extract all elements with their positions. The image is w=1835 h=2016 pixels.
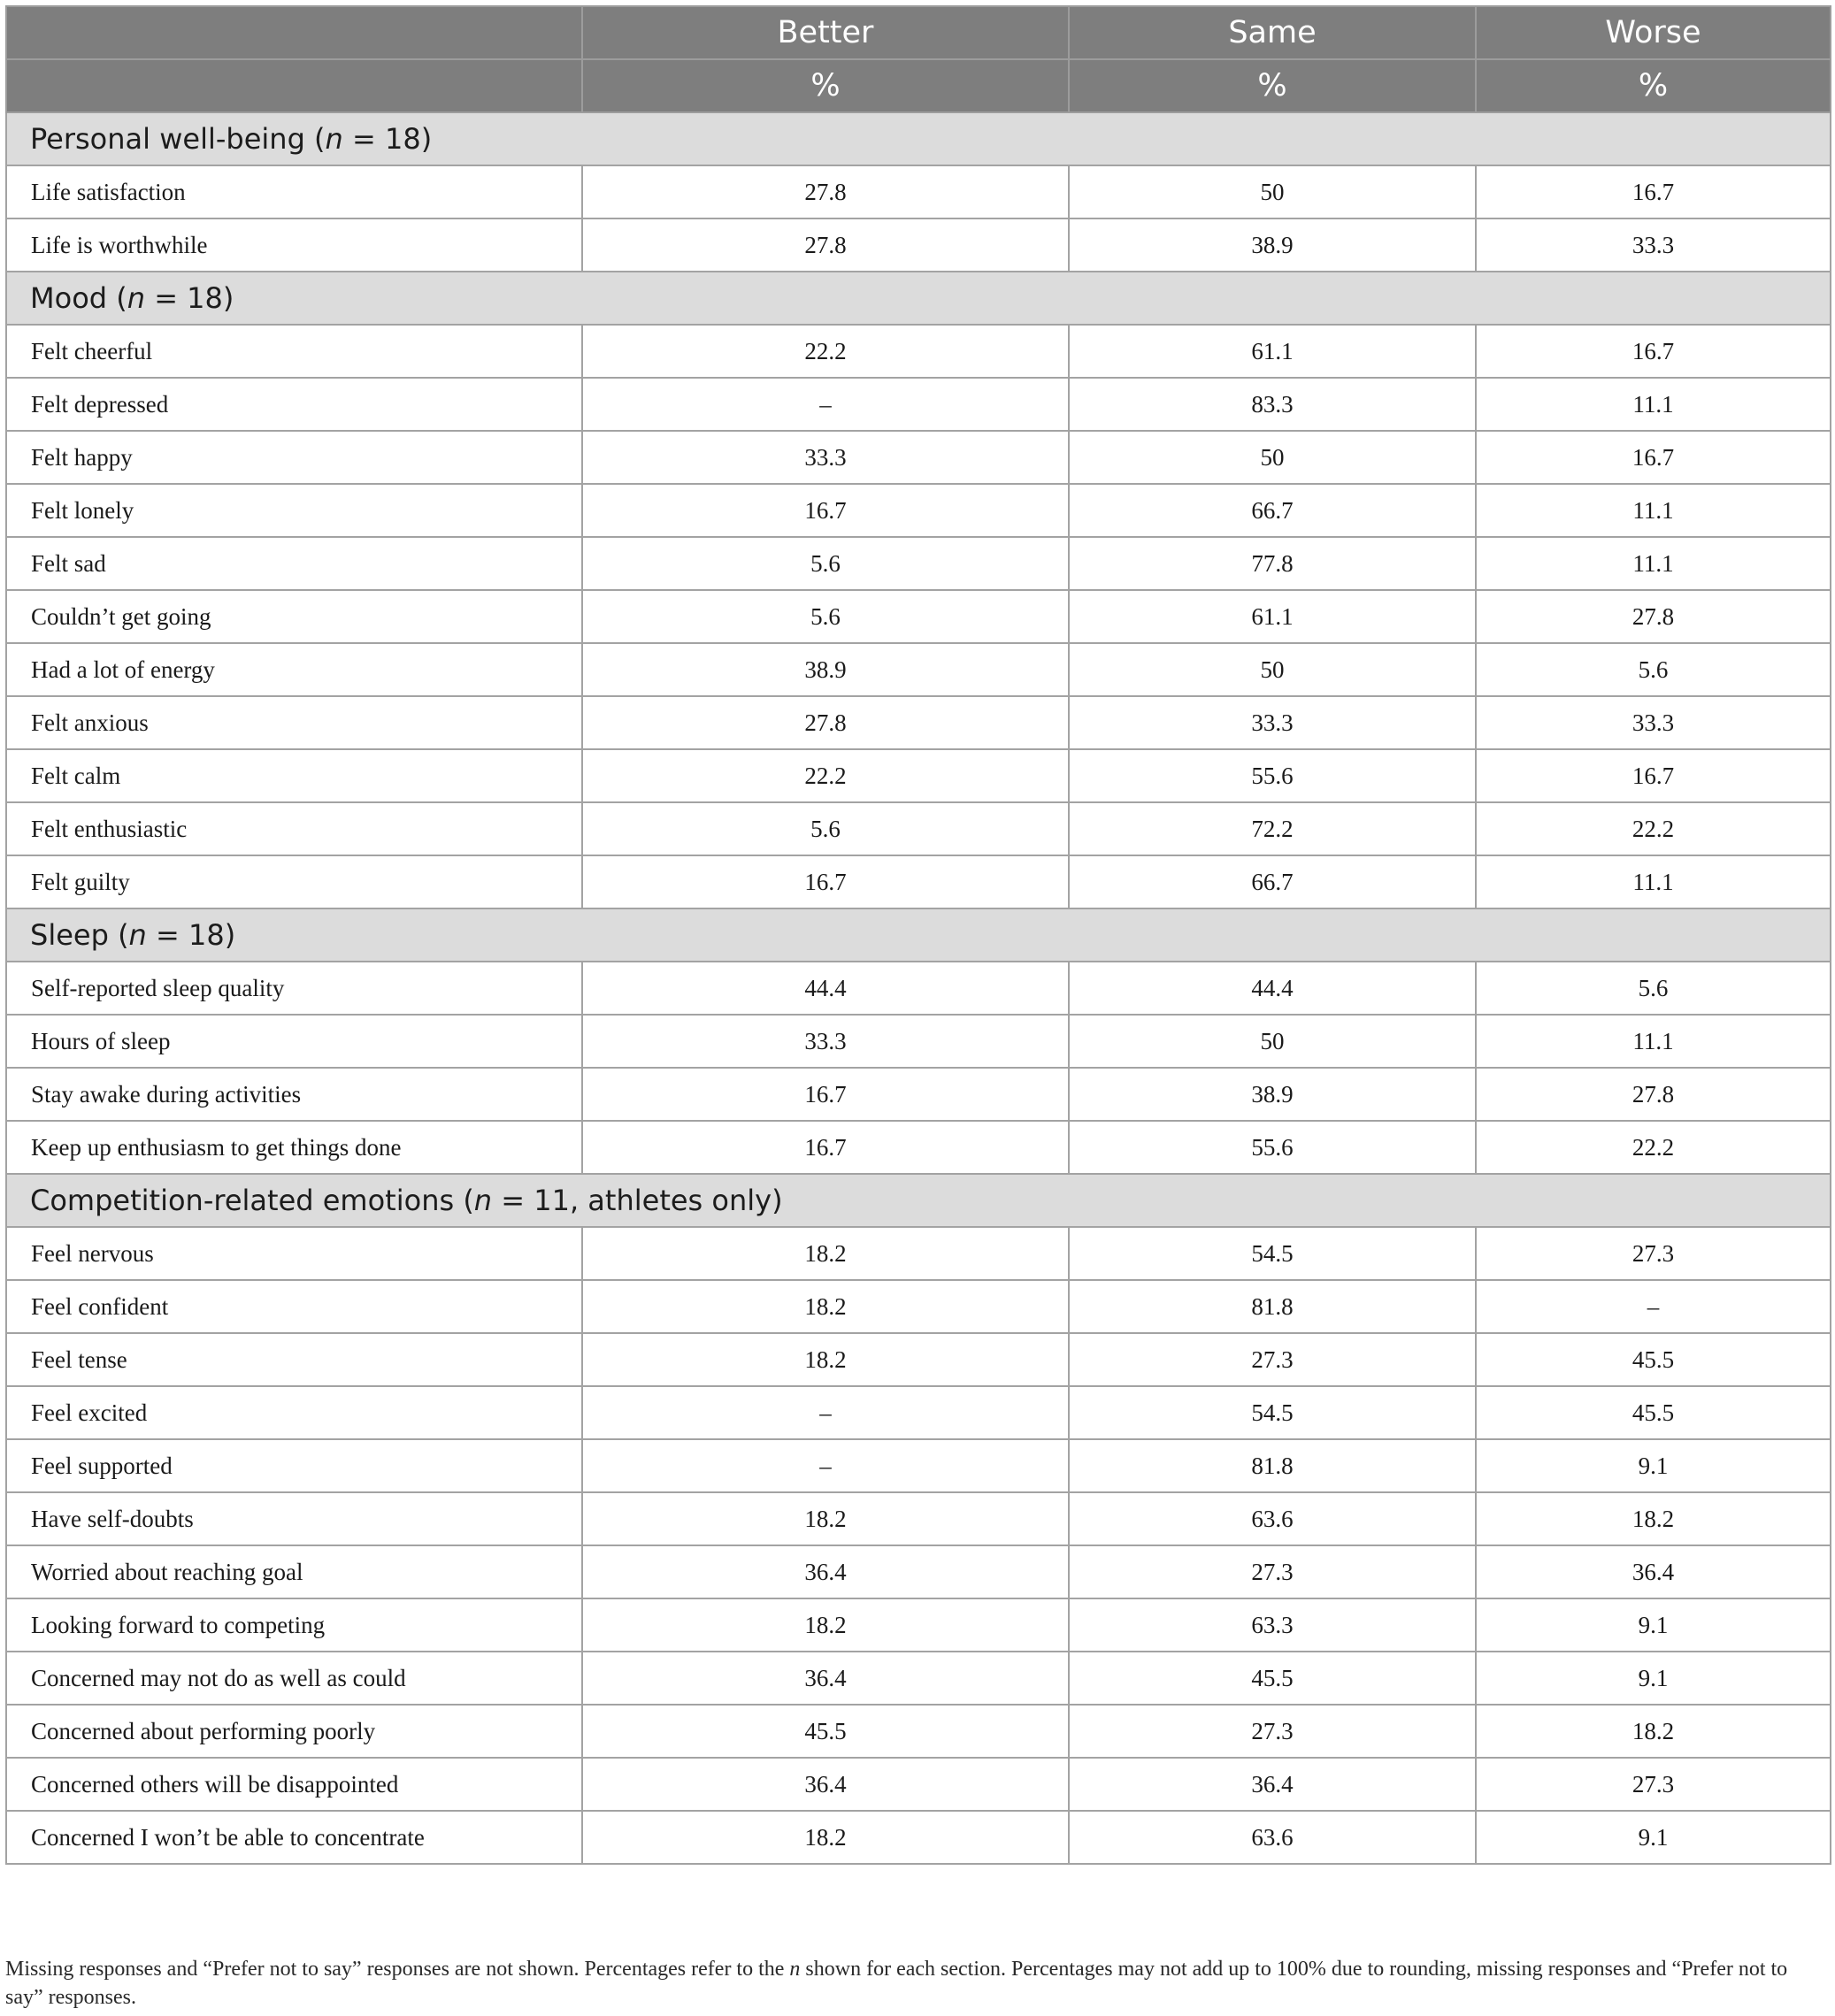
unit-cell-better: % — [582, 59, 1069, 112]
cell-same: 44.4 — [1069, 962, 1476, 1015]
cell-same: 38.9 — [1069, 1068, 1476, 1121]
row-label: Felt happy — [6, 431, 582, 484]
cell-better: 45.5 — [582, 1705, 1069, 1758]
table-row — [6, 590, 1831, 643]
row-label: Concerned may not do as well as could — [6, 1652, 582, 1705]
section-header-row — [6, 908, 1831, 962]
section-title-suffix: = 18) — [145, 281, 234, 315]
unit-cell-worse: % — [1476, 59, 1831, 112]
section-title — [6, 1174, 1831, 1227]
results-table-container — [5, 5, 1830, 1865]
table-row — [6, 855, 1831, 908]
cell-same: 27.3 — [1069, 1333, 1476, 1386]
section-title-italic: n — [473, 1184, 493, 1217]
section-header-row — [6, 272, 1831, 325]
cell-worse: 33.3 — [1476, 696, 1831, 749]
cell-better: 18.2 — [582, 1227, 1069, 1280]
cell-same: 66.7 — [1069, 484, 1476, 537]
cell-worse: 5.6 — [1476, 962, 1831, 1015]
cell-same: 54.5 — [1069, 1386, 1476, 1439]
cell-worse: 22.2 — [1476, 1121, 1831, 1174]
row-label: Have self-doubts — [6, 1492, 582, 1545]
cell-better: 33.3 — [582, 431, 1069, 484]
cell-worse: 11.1 — [1476, 378, 1831, 431]
cell-same: 50 — [1069, 643, 1476, 696]
cell-better: 22.2 — [582, 325, 1069, 378]
table-row — [6, 1333, 1831, 1386]
row-label: Life is worthwhile — [6, 218, 582, 272]
cell-better: 5.6 — [582, 590, 1069, 643]
cell-same: 63.3 — [1069, 1598, 1476, 1652]
cell-same: 36.4 — [1069, 1758, 1476, 1811]
cell-worse: 9.1 — [1476, 1439, 1831, 1492]
cell-worse: 11.1 — [1476, 855, 1831, 908]
table-body — [6, 112, 1831, 1864]
row-label: Self-reported sleep quality — [6, 962, 582, 1015]
cell-worse: – — [1476, 1280, 1831, 1333]
section-title-prefix: Sleep ( — [30, 918, 129, 952]
section-header-row — [6, 1174, 1831, 1227]
cell-same: 33.3 — [1069, 696, 1476, 749]
cell-better: 36.4 — [582, 1758, 1069, 1811]
section-title-italic: n — [128, 918, 147, 952]
table-row — [6, 165, 1831, 218]
table-row — [6, 1705, 1831, 1758]
table-row — [6, 1758, 1831, 1811]
row-label: Keep up enthusiasm to get things done — [6, 1121, 582, 1174]
table-header — [6, 6, 1831, 112]
row-label: Felt sad — [6, 537, 582, 590]
cell-same: 55.6 — [1069, 749, 1476, 802]
cell-worse: 16.7 — [1476, 431, 1831, 484]
cell-better: 36.4 — [582, 1652, 1069, 1705]
cell-same: 81.8 — [1069, 1280, 1476, 1333]
table-row — [6, 1015, 1831, 1068]
header-cell-better: Better — [582, 6, 1069, 59]
table-row — [6, 749, 1831, 802]
cell-worse: 16.7 — [1476, 325, 1831, 378]
table-row — [6, 1492, 1831, 1545]
table-row — [6, 1545, 1831, 1598]
row-label: Concerned others will be disappointed — [6, 1758, 582, 1811]
row-label: Felt depressed — [6, 378, 582, 431]
header-row-labels — [6, 6, 1831, 59]
cell-worse: 11.1 — [1476, 537, 1831, 590]
results-table — [5, 5, 1831, 1865]
cell-worse: 9.1 — [1476, 1652, 1831, 1705]
cell-worse: 45.5 — [1476, 1386, 1831, 1439]
table-footnote — [5, 1955, 1830, 2012]
cell-better: 38.9 — [582, 643, 1069, 696]
cell-same: 50 — [1069, 165, 1476, 218]
footnote-text-1: Missing responses and “Prefer not to say” responses are not shown. Percentages refer to the — [5, 1958, 790, 1981]
row-label: Concerned about performing poorly — [6, 1705, 582, 1758]
row-label: Felt calm — [6, 749, 582, 802]
table-row — [6, 1121, 1831, 1174]
section-title — [6, 112, 1831, 165]
row-label: Stay awake during activities — [6, 1068, 582, 1121]
cell-better: 16.7 — [582, 484, 1069, 537]
cell-better: 44.4 — [582, 962, 1069, 1015]
table-row — [6, 1068, 1831, 1121]
cell-same: 27.3 — [1069, 1545, 1476, 1598]
cell-better: 18.2 — [582, 1811, 1069, 1864]
cell-same: 50 — [1069, 1015, 1476, 1068]
section-title-suffix: = 18) — [342, 122, 433, 156]
table-row — [6, 643, 1831, 696]
table-row — [6, 1280, 1831, 1333]
cell-worse: 18.2 — [1476, 1705, 1831, 1758]
table-row — [6, 1811, 1831, 1864]
row-label: Had a lot of energy — [6, 643, 582, 696]
row-label: Hours of sleep — [6, 1015, 582, 1068]
cell-better: 16.7 — [582, 1121, 1069, 1174]
cell-better: 5.6 — [582, 537, 1069, 590]
row-label: Looking forward to competing — [6, 1598, 582, 1652]
row-label: Felt enthusiastic — [6, 802, 582, 855]
cell-better: 27.8 — [582, 165, 1069, 218]
table-row — [6, 962, 1831, 1015]
cell-better: 36.4 — [582, 1545, 1069, 1598]
cell-same: 54.5 — [1069, 1227, 1476, 1280]
row-label: Feel supported — [6, 1439, 582, 1492]
row-label: Felt lonely — [6, 484, 582, 537]
cell-worse: 9.1 — [1476, 1598, 1831, 1652]
cell-worse: 27.8 — [1476, 1068, 1831, 1121]
cell-same: 66.7 — [1069, 855, 1476, 908]
row-label: Worried about reaching goal — [6, 1545, 582, 1598]
cell-same: 63.6 — [1069, 1492, 1476, 1545]
section-title-prefix: Mood ( — [30, 281, 127, 315]
table-row — [6, 1227, 1831, 1280]
section-title-italic: n — [325, 122, 343, 156]
cell-same: 55.6 — [1069, 1121, 1476, 1174]
cell-same: 45.5 — [1069, 1652, 1476, 1705]
cell-worse: 27.8 — [1476, 590, 1831, 643]
cell-same: 83.3 — [1069, 378, 1476, 431]
header-row-units — [6, 59, 1831, 112]
section-title-prefix: Personal well-being ( — [30, 122, 326, 156]
row-label: Feel confident — [6, 1280, 582, 1333]
cell-same: 61.1 — [1069, 325, 1476, 378]
table-row — [6, 802, 1831, 855]
table-row — [6, 1386, 1831, 1439]
section-title — [6, 272, 1831, 325]
cell-better: 18.2 — [582, 1333, 1069, 1386]
footnote-text-2: shown for each section. Percentages may not add up to 100% due to rounding, missing responses and “Prefer not to say” responses. — [5, 1958, 1788, 2009]
cell-same: 61.1 — [1069, 590, 1476, 643]
section-title-suffix: = 18) — [146, 918, 236, 952]
table-row — [6, 218, 1831, 272]
cell-better: 22.2 — [582, 749, 1069, 802]
header-cell-same: Same — [1069, 6, 1476, 59]
cell-worse: 18.2 — [1476, 1492, 1831, 1545]
cell-better: – — [582, 378, 1069, 431]
cell-better: 33.3 — [582, 1015, 1069, 1068]
cell-better: 27.8 — [582, 218, 1069, 272]
cell-worse: 33.3 — [1476, 218, 1831, 272]
cell-worse: 27.3 — [1476, 1227, 1831, 1280]
footnote-italic-n: n — [789, 1958, 801, 1981]
cell-better: – — [582, 1386, 1069, 1439]
table-row — [6, 325, 1831, 378]
row-label: Concerned I won’t be able to concentrate — [6, 1811, 582, 1864]
section-header-row — [6, 112, 1831, 165]
cell-same: 38.9 — [1069, 218, 1476, 272]
cell-same: 81.8 — [1069, 1439, 1476, 1492]
row-label: Feel tense — [6, 1333, 582, 1386]
cell-worse: 16.7 — [1476, 749, 1831, 802]
cell-worse: 5.6 — [1476, 643, 1831, 696]
cell-better: 18.2 — [582, 1280, 1069, 1333]
cell-worse: 11.1 — [1476, 484, 1831, 537]
table-row — [6, 431, 1831, 484]
table-row — [6, 378, 1831, 431]
unit-cell-blank — [6, 59, 582, 112]
table-row — [6, 1439, 1831, 1492]
header-cell-worse: Worse — [1476, 6, 1831, 59]
unit-cell-same: % — [1069, 59, 1476, 112]
cell-better: 18.2 — [582, 1492, 1069, 1545]
cell-better: – — [582, 1439, 1069, 1492]
cell-worse: 9.1 — [1476, 1811, 1831, 1864]
table-row — [6, 1652, 1831, 1705]
cell-same: 77.8 — [1069, 537, 1476, 590]
cell-better: 18.2 — [582, 1598, 1069, 1652]
table-row — [6, 484, 1831, 537]
section-title — [6, 908, 1831, 962]
cell-worse: 22.2 — [1476, 802, 1831, 855]
row-label: Feel nervous — [6, 1227, 582, 1280]
section-title-italic: n — [127, 281, 146, 315]
cell-better: 27.8 — [582, 696, 1069, 749]
cell-better: 5.6 — [582, 802, 1069, 855]
cell-same: 72.2 — [1069, 802, 1476, 855]
cell-better: 16.7 — [582, 1068, 1069, 1121]
cell-better: 16.7 — [582, 855, 1069, 908]
row-label: Feel excited — [6, 1386, 582, 1439]
cell-worse: 27.3 — [1476, 1758, 1831, 1811]
cell-worse: 45.5 — [1476, 1333, 1831, 1386]
table-row — [6, 696, 1831, 749]
row-label: Felt anxious — [6, 696, 582, 749]
row-label: Couldn’t get going — [6, 590, 582, 643]
row-label: Felt guilty — [6, 855, 582, 908]
table-row — [6, 537, 1831, 590]
cell-same: 27.3 — [1069, 1705, 1476, 1758]
cell-worse: 16.7 — [1476, 165, 1831, 218]
section-title-prefix: Competition-related emotions ( — [30, 1184, 474, 1217]
cell-worse: 36.4 — [1476, 1545, 1831, 1598]
cell-worse: 11.1 — [1476, 1015, 1831, 1068]
table-row — [6, 1598, 1831, 1652]
section-title-suffix: = 11, athletes only) — [492, 1184, 783, 1217]
row-label: Felt cheerful — [6, 325, 582, 378]
header-cell-blank — [6, 6, 582, 59]
row-label: Life satisfaction — [6, 165, 582, 218]
cell-same: 50 — [1069, 431, 1476, 484]
cell-same: 63.6 — [1069, 1811, 1476, 1864]
